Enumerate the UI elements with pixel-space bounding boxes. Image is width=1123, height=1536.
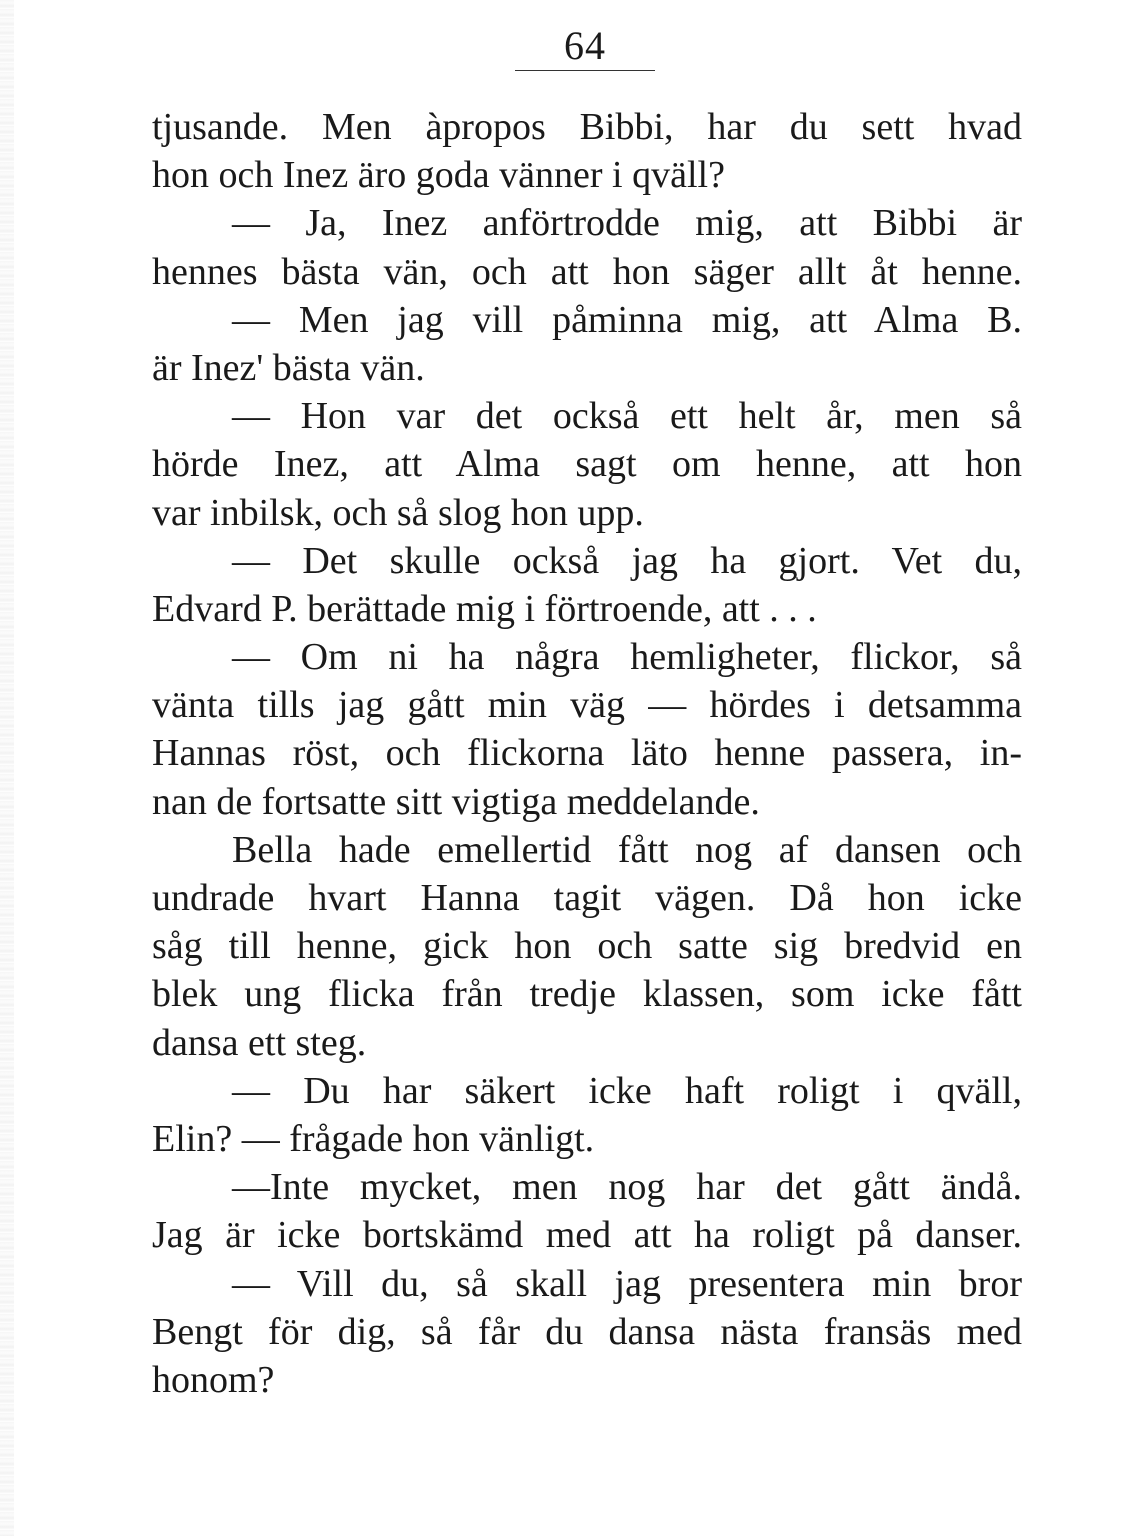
text-line: Bengt för dig, så får du dansa nästa fransäs med [152, 1310, 1022, 1353]
body-text [152, 103, 1022, 1404]
text-line: blek ung flicka från tredje klassen, som icke fått [152, 973, 1022, 1016]
text-line: Bella hade emellertid fått nog af dansen och [232, 828, 1022, 871]
text-line: dansa ett steg. [152, 1021, 367, 1064]
header-rule [515, 70, 655, 71]
text-line: — Hon var det också ett helt år, men så [232, 395, 1022, 438]
text-line: — Om ni ha några hemligheter, flickor, så [232, 636, 1022, 679]
text-line: hennes bästa vän, och att hon säger allt åt henne. [152, 250, 1022, 293]
text-line: var inbilsk, och så slog hon upp. [152, 491, 644, 534]
text-line: undrade hvart Hanna tagit vägen. Då hon icke [152, 877, 1022, 919]
text-line: hon och Inez äro goda vänner i qväll? [152, 154, 725, 197]
text-line: —Inte mycket, men nog har det gått ändå. [232, 1166, 1022, 1209]
text-line: tjusande. Men àpropos Bibbi, har du sett hvad [152, 106, 1022, 148]
text-line: — Du har säkert icke haft roligt i qväll, [232, 1069, 1022, 1112]
text-line: Elin? — frågade hon vänligt. [152, 1117, 595, 1160]
text-line: såg till henne, gick hon och satte sig bredvid en [152, 925, 1022, 968]
text-line: — Vill du, så skall jag presentera min bror [232, 1262, 1022, 1305]
text-line: Jag är icke bortskämd med att ha roligt på danser. [152, 1214, 1022, 1257]
text-line: är Inez' bästa vän. [152, 346, 425, 389]
scan-edge [0, 0, 14, 1536]
text-line: — Det skulle också jag ha gjort. Vet du, [232, 539, 1022, 582]
text-line: Hannas röst, och flickorna läto henne passera, in- [152, 732, 1022, 775]
text-line: honom? [152, 1358, 275, 1401]
text-line: Edvard P. berättade mig i förtroende, att . . . [152, 587, 817, 630]
text-line: nan de fortsatte sitt vigtiga meddelande. [152, 780, 760, 823]
text-line: hörde Inez, att Alma sagt om henne, att hon [152, 443, 1022, 486]
text-line: vänta tills jag gått min väg — hördes i detsamma [152, 684, 1022, 727]
text-line: — Ja, Inez anförtrodde mig, att Bibbi är [232, 202, 1022, 245]
text-line: — Men jag vill påminna mig, att Alma B. [232, 298, 1022, 341]
page-number: 64 [564, 23, 606, 68]
